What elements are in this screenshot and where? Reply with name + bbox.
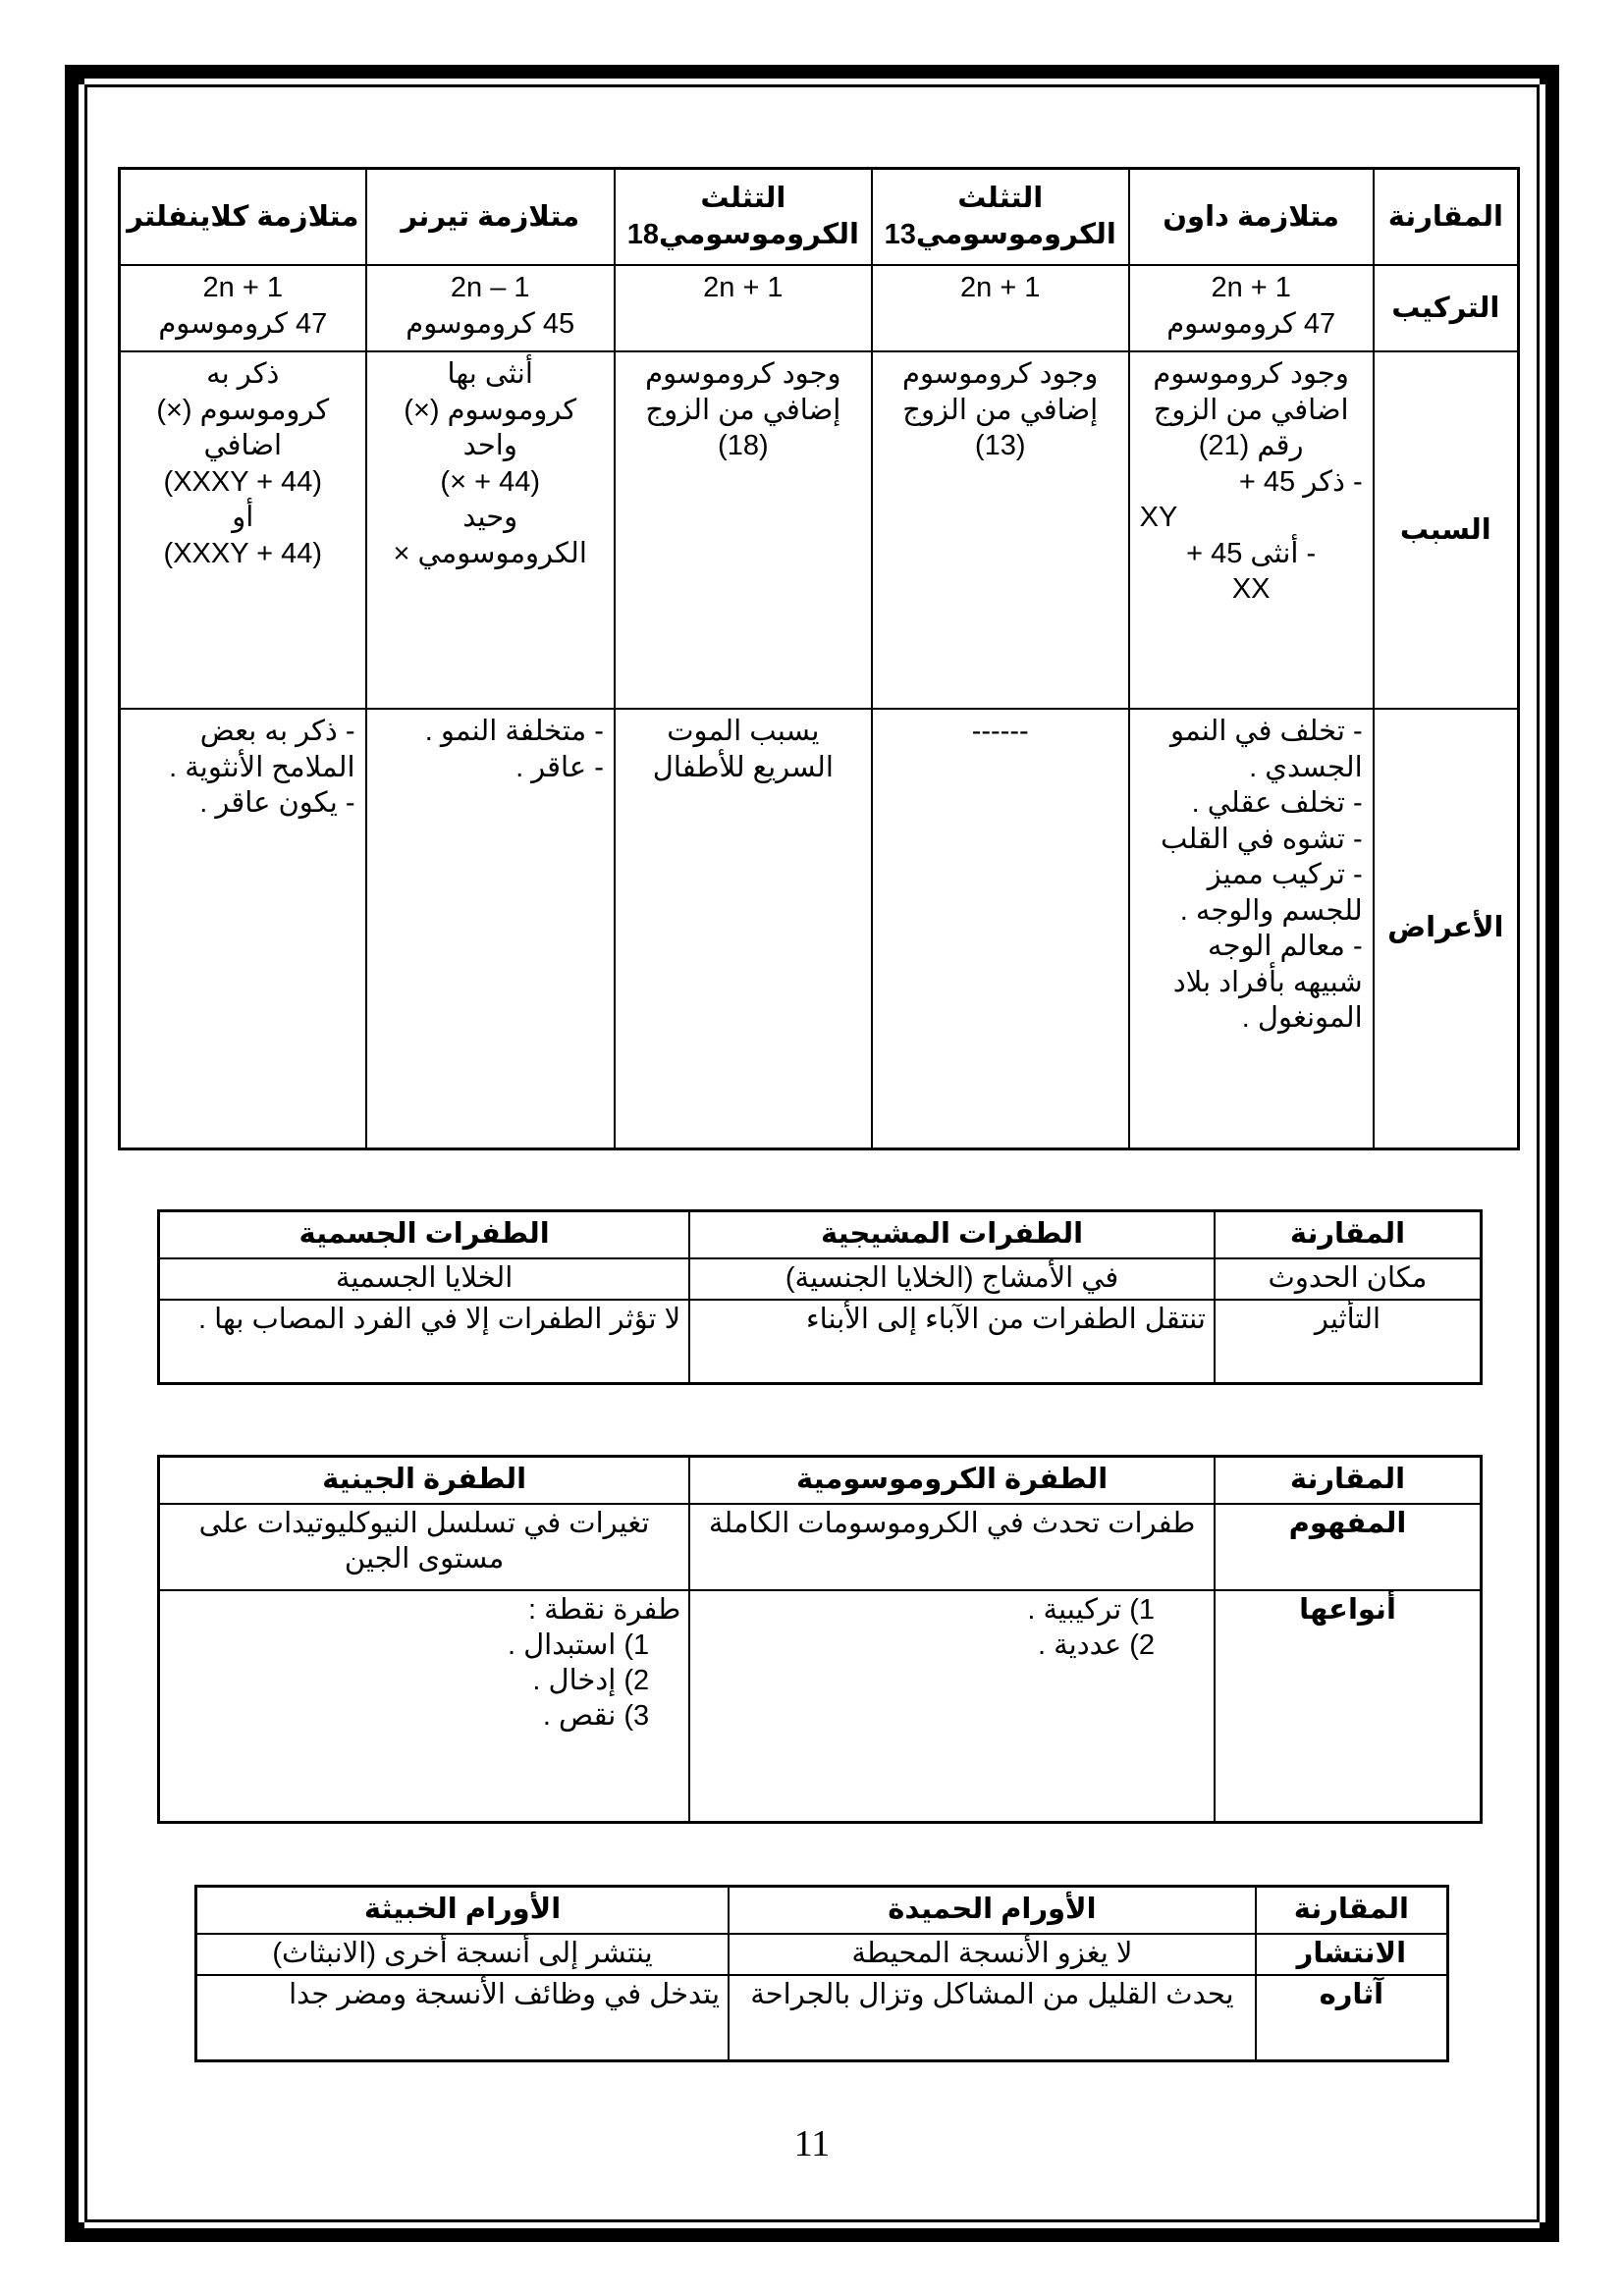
- cell-line: 2n + 1: [960, 272, 1041, 303]
- cell-line: 47 كروموسوم: [158, 307, 328, 340]
- row-label: أنواعها: [1215, 1590, 1482, 1822]
- cell-line: كروموسوم (×): [156, 394, 330, 426]
- cell-line: 2n – 1: [450, 272, 530, 303]
- table-row: [196, 1975, 1448, 2061]
- table-cell: الخلايا الجسمية: [159, 1258, 690, 1300]
- table-row-composition: [120, 265, 1519, 351]
- header-trisomy-18: [615, 169, 872, 266]
- cell-turner-cause: [366, 351, 615, 709]
- header-turner-syndrome: متلازمة تيرنر: [366, 169, 615, 266]
- header-gene-mutation: الطفرة الجينية: [159, 1457, 690, 1505]
- header-klinefelter-syndrome: متلازمة كلاينفلتر: [120, 169, 366, 266]
- cell-down-cause: [1129, 351, 1374, 709]
- cell-line: 47 كروموسوم: [1166, 307, 1336, 340]
- cell-line: ------: [971, 716, 1029, 747]
- cell-turner-composition: [366, 265, 615, 351]
- header-chromosomal-mutation: الطفرة الكروموسومية: [689, 1457, 1215, 1505]
- cell-line: وجود كروموسوم: [645, 358, 841, 390]
- cell-line: واحد: [462, 430, 517, 462]
- header-line: التثلث: [957, 183, 1044, 215]
- cell-line: - ذكر 45 +: [1238, 465, 1363, 498]
- header-down-syndrome: متلازمة داون: [1129, 169, 1374, 266]
- cell-line: (XXXY + 44): [163, 465, 323, 498]
- cell-line: (13): [974, 430, 1026, 462]
- cell-klinefelter-cause: [120, 351, 366, 709]
- header-comparison: المقارنة: [1374, 169, 1519, 266]
- page-number: 11: [793, 2123, 831, 2164]
- row-label: الانتشار: [1256, 1934, 1448, 1975]
- border-corner: [1540, 65, 1559, 84]
- header-comparison: المقارنة: [1215, 1211, 1482, 1259]
- row-label: السبب: [1374, 351, 1519, 709]
- list-item: 3) نقص .: [542, 1699, 650, 1732]
- table-cell: ينتشر إلى أنسجة أخرى (الانبثاث): [196, 1934, 730, 1975]
- cell-down-symptoms: [1129, 709, 1374, 1148]
- table-cell: تغيرات في تسلسل النيوكليوتيدات على مستوى الجين: [159, 1504, 690, 1590]
- cell-t13-cause: [872, 351, 1129, 709]
- cell-down-composition: [1129, 265, 1374, 351]
- header-line: التثلث: [700, 183, 786, 215]
- list-item: 1) تركيبية .: [1027, 1594, 1155, 1626]
- gene-types-list: [159, 1590, 690, 1822]
- list-item: 1) استبدال .: [507, 1629, 650, 1661]
- table-header-row: [196, 1887, 1448, 1935]
- cell-line: (44 + ×): [440, 465, 541, 498]
- list-title: طفرة نقطة :: [527, 1594, 681, 1626]
- table-row-cause: [120, 351, 1519, 709]
- syndromes-comparison-table: [118, 167, 1520, 1150]
- cell-line: يسبب الموت: [667, 716, 820, 747]
- cell-line: إضافي من الزوج: [645, 394, 841, 426]
- cell-line: رقم (21): [1198, 430, 1304, 462]
- cell-line: وحيد: [462, 502, 518, 534]
- cell-line: أو: [232, 502, 254, 534]
- cell-line: - عاقر .: [515, 751, 604, 783]
- row-label: التأثير: [1215, 1300, 1482, 1384]
- cell-line: (18): [718, 430, 769, 462]
- row-label: التركيب: [1374, 265, 1519, 351]
- list-item: 2) عددية .: [1037, 1629, 1155, 1661]
- cell-line: - ذكر به بعض الملامح الأنثوية .: [169, 716, 355, 783]
- row-label: الأعراض: [1374, 709, 1519, 1148]
- header-germline-mutations: الطفرات المشيجية: [689, 1211, 1215, 1259]
- row-label: آثاره: [1256, 1975, 1448, 2061]
- list-item: 2) إدخال .: [532, 1664, 650, 1696]
- header-line: الكروموسومي18: [626, 219, 859, 250]
- cell-line: 2n + 1: [1211, 272, 1291, 303]
- row-label: المفهوم: [1215, 1504, 1482, 1590]
- cell-t13-symptoms: [872, 709, 1129, 1148]
- cell-line: - تخلف في النمو الجسدي .: [1169, 716, 1363, 783]
- border-corner: [1540, 2222, 1559, 2242]
- cell-line: - يكون عاقر .: [199, 787, 355, 820]
- cell-line: - معالم الوجه شبيهه بأفراد بلاد المونغول .: [1172, 931, 1363, 1035]
- cell-line: - تركيب مميز للجسم والوجه .: [1179, 859, 1363, 927]
- cell-line: اضافي: [203, 430, 283, 462]
- cell-line: السريع للأطفال: [652, 751, 834, 783]
- cell-line: أنثى بها: [447, 358, 533, 390]
- table-row: [159, 1258, 1482, 1300]
- cell-line: 2n + 1: [202, 272, 283, 303]
- cell-line: XX: [1231, 573, 1271, 606]
- cell-t13-composition: [872, 265, 1129, 351]
- cell-line: - أنثى 45 +: [1186, 537, 1317, 569]
- border-corner: [65, 65, 84, 84]
- cell-line: اضافي من الزوج: [1153, 394, 1349, 426]
- header-comparison: المقارنة: [1215, 1457, 1482, 1505]
- cell-klinefelter-symptoms: [120, 709, 366, 1148]
- table-row-symptoms: [120, 709, 1519, 1148]
- cell-line: وجود كروموسوم: [901, 358, 1099, 390]
- cell-turner-symptoms: [366, 709, 615, 1148]
- table-cell: يتدخل في وظائف الأنسجة ومضر جدا: [196, 1975, 730, 2061]
- cell-line: - تشوه في القلب: [1161, 823, 1363, 855]
- cell-line: الكروموسومي ×: [393, 537, 587, 569]
- cell-line: (XXXY + 44): [163, 537, 323, 569]
- table-header-row: [159, 1211, 1482, 1259]
- header-comparison: المقارنة: [1256, 1887, 1448, 1935]
- header-line: الكروموسومي13: [884, 219, 1116, 250]
- cell-klinefelter-composition: [120, 265, 366, 351]
- cell-line: إضافي من الزوج: [902, 394, 1099, 426]
- cell-line: XY: [1139, 502, 1178, 534]
- table-row: [196, 1934, 1448, 1975]
- table-cell: طفرات تحدث في الكروموسومات الكاملة: [689, 1504, 1215, 1590]
- cell-line: - تخلف عقلي .: [1191, 787, 1363, 820]
- header-trisomy-13: [872, 169, 1129, 266]
- cell-line: ذكر به: [206, 358, 280, 390]
- chromosomal-types-list: [689, 1590, 1215, 1822]
- cell-line: - متخلفة النمو .: [424, 716, 604, 747]
- cell-line: كروموسوم (×): [404, 394, 577, 426]
- table-cell: في الأمشاج (الخلايا الجنسية): [689, 1258, 1215, 1300]
- cell-t18-composition: [615, 265, 872, 351]
- cell-t18-cause: [615, 351, 872, 709]
- table-cell: يحدث القليل من المشاكل وتزال بالجراحة: [729, 1975, 1256, 2061]
- cell-t18-symptoms: [615, 709, 872, 1148]
- table-row-types: [159, 1590, 1482, 1822]
- cell-line: 2n + 1: [703, 272, 784, 303]
- cell-line: 45 كروموسوم: [406, 307, 575, 340]
- table-row: [159, 1300, 1482, 1384]
- tumors-comparison-table: [194, 1885, 1449, 2062]
- border-corner: [65, 2222, 84, 2242]
- header-somatic-mutations: الطفرات الجسمية: [159, 1211, 690, 1259]
- cell-line: وجود كروموسوم: [1153, 358, 1349, 390]
- table-cell: تنتقل الطفرات من الآباء إلى الأبناء: [689, 1300, 1215, 1384]
- mutations-location-table: [157, 1209, 1483, 1385]
- table-header-row: [120, 169, 1519, 266]
- table-cell: لا يغزو الأنسجة المحيطة: [729, 1934, 1256, 1975]
- table-row-concept: [159, 1504, 1482, 1590]
- table-cell: لا تؤثر الطفرات إلا في الفرد المصاب بها .: [159, 1300, 690, 1384]
- row-label: مكان الحدوث: [1215, 1258, 1482, 1300]
- header-benign-tumors: الأورام الحميدة: [729, 1887, 1256, 1935]
- table-header-row: [159, 1457, 1482, 1505]
- header-malignant-tumors: الأورام الخبيثة: [196, 1887, 730, 1935]
- mutation-types-table: [157, 1455, 1483, 1824]
